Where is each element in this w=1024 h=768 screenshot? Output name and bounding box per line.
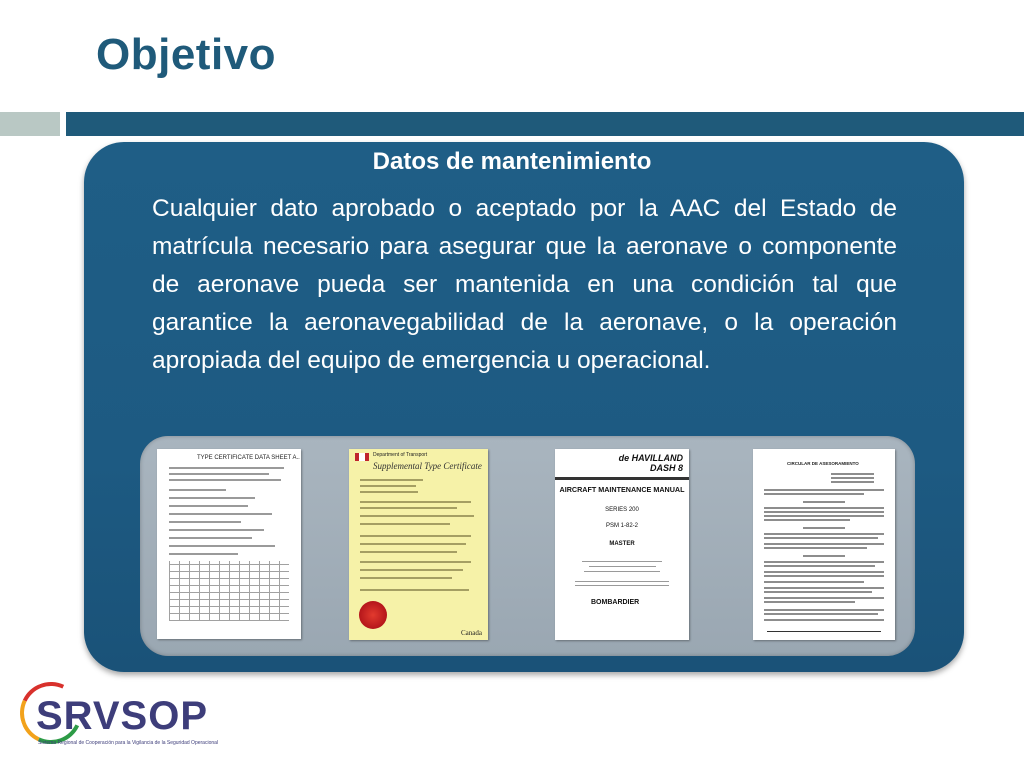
doc3-stripe	[555, 477, 689, 480]
canada-flag-icon	[355, 453, 369, 461]
aircraft-maintenance-manual-image	[555, 449, 689, 640]
doc3-brand	[619, 453, 683, 473]
supplemental-type-certificate-image	[349, 449, 488, 640]
doc1-header: TYPE CERTIFICATE DATA SHEET A..	[197, 455, 300, 461]
doc1-table	[169, 561, 290, 621]
doc3-series: SERIES 200	[605, 507, 639, 513]
slide-title: Objetivo	[96, 30, 277, 79]
doc3-psm: PSM 1-82-2	[605, 523, 638, 529]
doc2-certificate-title: Supplemental Type Certificate	[373, 461, 482, 471]
doc3-bombardier-logo: BOMBARDIER	[591, 599, 640, 606]
title-accent-bar-left	[0, 112, 60, 136]
doc2-canada-wordmark: Canada	[461, 629, 482, 637]
doc3-master: MASTER	[609, 541, 635, 547]
logo-text: SRVSOP	[36, 694, 208, 738]
logo-subtitle: Sistema Regional de Cooperación para la Vigilancia de la Seguridad Operacional	[38, 740, 219, 746]
doc3-manual-title: AIRCRAFT MAINTENANCE MANUAL	[559, 485, 685, 494]
doc4-title: CIRCULAR DE ASESORAMIENTO	[787, 461, 859, 466]
type-certificate-data-sheet-image	[157, 449, 301, 639]
doc2-department: Department of Transport	[373, 452, 428, 458]
circular-de-asesoramiento-image	[753, 449, 895, 640]
title-accent-bar-right	[66, 112, 1024, 136]
panel-heading: Datos de mantenimiento	[372, 148, 652, 175]
srvsop-logo	[16, 680, 219, 756]
doc3-brand-line2: DASH 8	[649, 463, 683, 473]
red-seal-icon	[359, 601, 387, 629]
panel-body-text: Cualquier dato aprobado o aceptado por la AAC del Estado de matrícula necesario para asegurar que la aeronave o componente de aeronave pueda ser mantenida en una condición tal que garantice la aeronavegabilidad de la aeronave, o la operación apropiada del equipo de emergencia u operacional.	[152, 195, 897, 374]
doc3-brand-line1: de HAVILLAND	[618, 453, 683, 463]
